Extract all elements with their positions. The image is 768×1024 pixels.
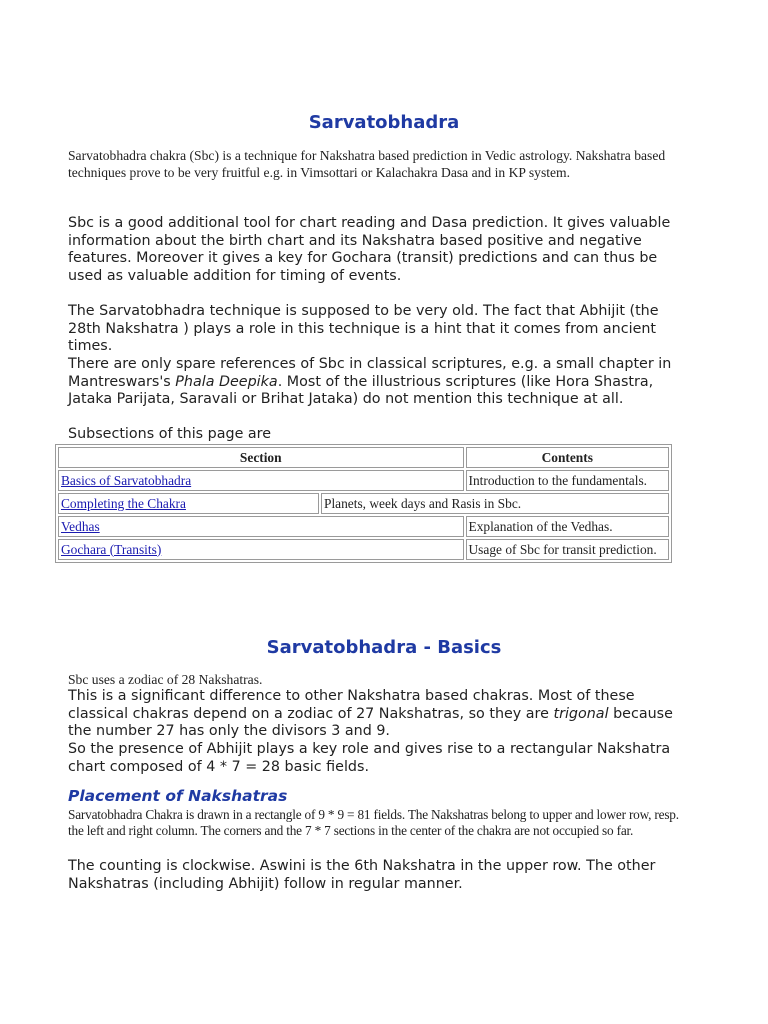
page-title: Sarvatobhadra — [308, 112, 460, 133]
table-cell-section — [58, 539, 464, 560]
table-cell-contents: Explanation of the Vedhas. — [466, 516, 669, 537]
paragraph-counting: The counting is clockwise. Aswini is the 6th Nakshatra in the upper row. The other Nakshatras (including Abhijit) follow in regular manner. — [68, 858, 656, 892]
paragraph-abhijit-role: So the presence of Abhijit plays a key role and gives rise to a rectangular Nakshatra chart composed of 4 * 7 = 28 basic fields. — [68, 741, 671, 775]
section-title-basics: Sarvatobhadra - Basics — [266, 637, 502, 658]
header-section: Section — [58, 447, 464, 468]
paragraph-technique-age: The Sarvatobhadra technique is supposed to be very old. The fact that Abhijit (the 28th Nakshatra ) plays a role in this technique is a hint that it comes from ancient times. — [68, 303, 659, 354]
paragraph-significant-difference — [68, 688, 688, 741]
table-row — [58, 516, 669, 537]
references-text-1: There are only spare references of Sbc in classical scriptures, e.g. a small chapter in Mantreswars's — [68, 356, 672, 390]
table-cell-contents: Introduction to the fundamentals. — [466, 470, 669, 491]
link-completing-the-chakra[interactable]: Completing the Chakra — [61, 495, 186, 511]
header-contents: Contents — [466, 447, 669, 468]
table-row — [58, 470, 669, 491]
link-basics-of-sarvatobhadra[interactable]: Basics of Sarvatobhadra — [61, 472, 192, 488]
link-gochara-transits[interactable]: Gochara (Transits) — [61, 541, 162, 557]
table-cell-contents: Planets, week days and Rasis in Sbc. — [321, 493, 669, 514]
table-header-row — [58, 447, 669, 468]
table-cell-contents: Usage of Sbc for transit prediction. — [466, 539, 669, 560]
subsections-table — [55, 444, 672, 563]
paragraph-additional-tool: Sbc is a good additional tool for chart reading and Dasa prediction. It gives valuable information about the birth chart and its Nakshatra based positive and negative features. Moreover it gives a key for Gochara (transit) predictions and can thus be used as valuable addition for timing of events. — [68, 215, 671, 284]
paragraph-references — [68, 356, 688, 409]
basics-intro: Sbc uses a zodiac of 28 Nakshatras. — [68, 672, 263, 687]
table-cell-section — [58, 470, 464, 491]
subsections-label: Subsections of this page are — [68, 426, 272, 442]
placement-intro: Sarvatobhadra Chakra is drawn in a rectangle of 9 * 9 = 81 fields. The Nakshatras belong to upper and lower row, resp. the left and right column. The corners and the 7 * 7 sections in the center of the chakra are not occupied so far. — [68, 807, 679, 839]
phala-deepika-title: Phala Deepika — [175, 373, 278, 390]
intro-paragraph: Sarvatobhadra chakra (Sbc) is a technique for Nakshatra based prediction in Vedic astrology. Nakshatra based techniques prove to be very fruitful e.g. in Vimsottari or Kalachakra Dasa and in KP system. — [68, 148, 666, 180]
trigonal-term: trigonal — [553, 705, 609, 722]
references-text-2: . Most of the illustrious scriptures (like Hora Shastra, Jataka Parijata, Saravali or Brihat Jataka) do not mention this technique at all. — [68, 373, 654, 407]
table-cell-section — [58, 516, 464, 537]
subsection-title-placement: Placement of Nakshatras — [68, 787, 288, 805]
table-row — [58, 539, 669, 560]
table-row — [58, 493, 669, 514]
table-cell-section — [58, 493, 319, 514]
difference-text-1: This is a significant difference to other Nakshatra based chakras. Most of these classical chakras depend on a zodiac of 27 Nakshatras, so they are — [68, 688, 635, 722]
link-vedhas[interactable]: Vedhas — [61, 518, 100, 534]
difference-text-2: because the number 27 has only the divisors 3 and 9. — [68, 705, 673, 739]
